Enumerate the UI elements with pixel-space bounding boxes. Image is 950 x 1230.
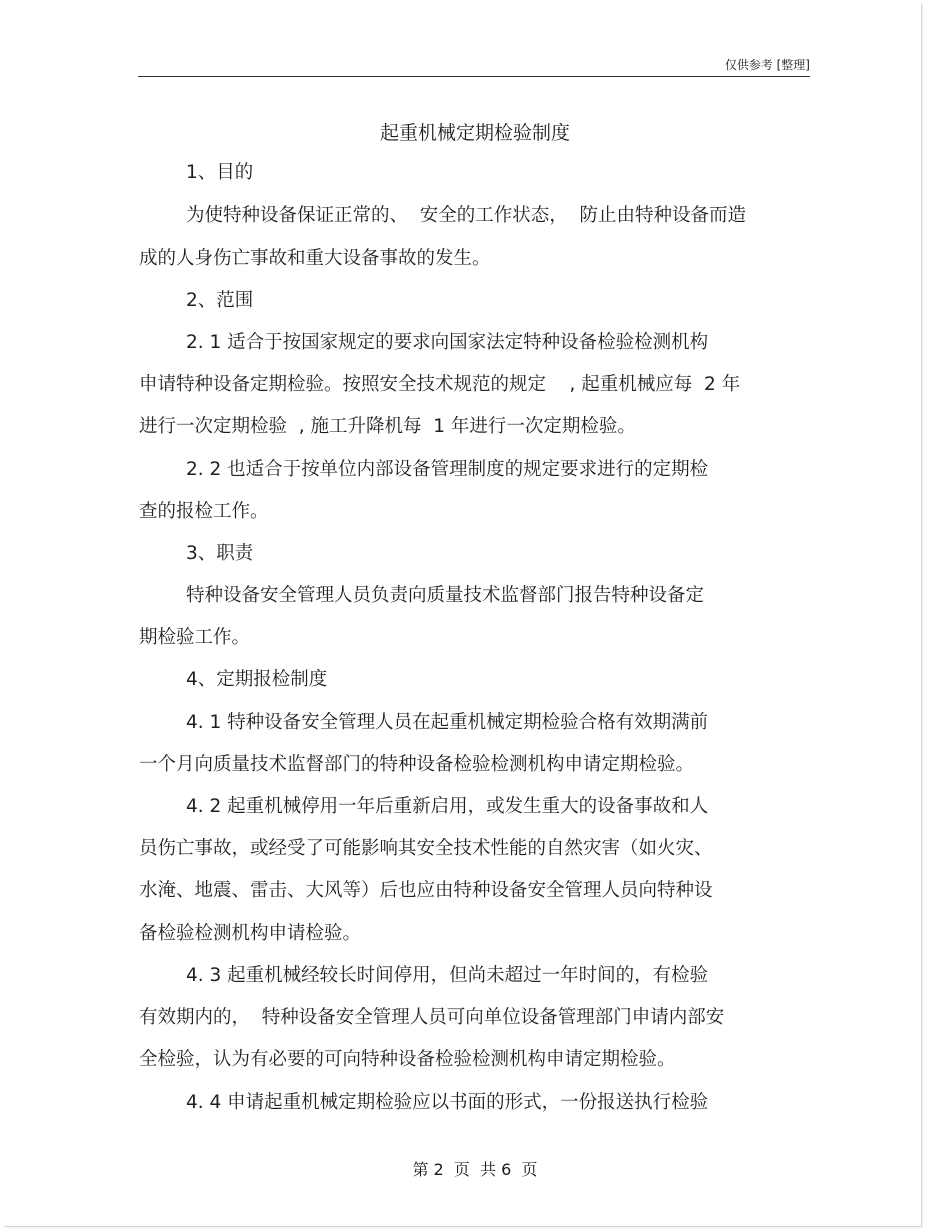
paragraph-line: 一个月向质量技术监督部门的特种设备检验检测机构申请定期检验。 (139, 754, 695, 775)
paragraph-line: 2. 2 也适合于按单位内部设备管理制度的规定要求进行的定期检 (186, 459, 709, 480)
document-title: 起重机械定期检验制度 (379, 122, 570, 144)
section-heading-scope: 2、范围 (186, 290, 254, 311)
document-page (4, 4, 922, 1227)
paragraph-line: 期检验工作。 (139, 627, 251, 648)
paragraph-line: 员伤亡事故，或经受了可能影响其安全技术性能的自然灾害（如火灾、 (139, 838, 713, 859)
header-divider (138, 76, 810, 77)
paragraph-line: 全检验，认为有必要的可向特种设备检验检测机构申请定期检验。 (139, 1049, 676, 1070)
paragraph-line: 4. 3 起重机械经较长时间停用，但尚未超过一年时间的，有检验 (186, 965, 709, 986)
paragraph-line: 备检验检测机构申请检验。 (139, 923, 362, 944)
page-number: 第 2 页 共 6 页 (412, 1160, 538, 1179)
paragraph-line: 2. 1 适合于按国家规定的要求向国家法定特种设备检验检测机构 (186, 332, 709, 353)
paragraph-line: 进行一次定期检验 , 施工升降机每 1 年进行一次定期检验。 (139, 416, 636, 437)
header-note: 仅供参考 [整理] (724, 58, 810, 72)
section-heading-inspection-rules: 4、定期报检制度 (186, 669, 328, 690)
section-heading-purpose: 1、目的 (186, 162, 254, 183)
paragraph-line: 申请特种设备定期检验。按照安全技术规范的规定 , 起重机械应每 2 年 (139, 374, 741, 395)
paragraph-line: 4. 4 申请起重机械定期检验应以书面的形式，一份报送执行检验 (186, 1092, 709, 1113)
paragraph-line: 为使特种设备保证正常的、 安全的工作状态， 防止由特种设备而造 (186, 205, 747, 226)
paragraph-line: 4. 1 特种设备安全管理人员在起重机械定期检验合格有效期满前 (186, 712, 709, 733)
paragraph-line: 4. 2 起重机械停用一年后重新启用，或发生重大的设备事故和人 (186, 796, 709, 817)
paragraph-line: 特种设备安全管理人员负责向质量技术监督部门报告特种设备定 (186, 585, 705, 606)
paragraph-line: 查的报检工作。 (139, 501, 269, 522)
paragraph-line: 有效期内的， 特种设备安全管理人员可向单位设备管理部门申请内部安 (139, 1007, 725, 1028)
paragraph-line: 水淹、地震、雷击、大风等）后也应由特种设备安全管理人员向特种设 (139, 880, 713, 901)
paragraph-line: 成的人身伤亡事故和重大设备事故的发生。 (139, 248, 491, 269)
section-heading-duties: 3、职责 (186, 543, 254, 564)
